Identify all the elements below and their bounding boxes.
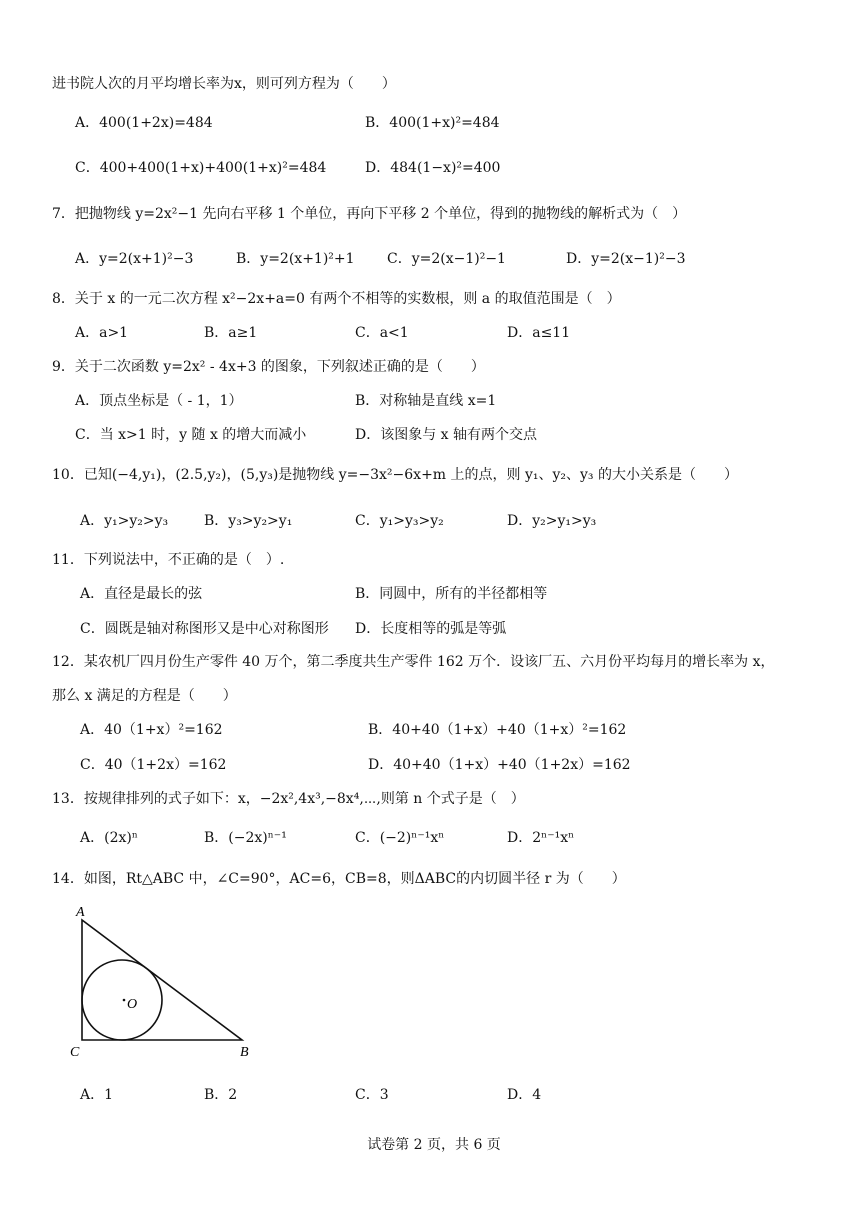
triangle-abc	[82, 920, 242, 1040]
q6-option-d: D．484(1−x)²=400	[365, 160, 501, 176]
q14-option-c: C．3	[355, 1087, 389, 1103]
q10-stem: 10．已知(−4,y₁)，(2.5,y₂)，(5,y₃)是抛物线 y=−3x²−6x+m 上的点，则 y₁、y₂、y₃ 的大小关系是（ ）	[52, 467, 738, 483]
q12-stem-line1: 12．某农机厂四月份生产零件 40 万个，第二季度共生产零件 162 万个．设该厂五、六月份平均每月的增长率为 x，	[52, 654, 775, 670]
q13-stem: 13．按规律排列的式子如下：x，−2x²,4x³,−8x⁴,⋯,则第 n 个式子是（ ）	[52, 791, 525, 807]
q8-option-a: A．a>1	[75, 325, 129, 341]
q10-option-d: D．y₂>y₁>y₃	[507, 513, 597, 529]
q9-option-c: C．当 x>1 时，y 随 x 的增大而减小	[75, 427, 307, 443]
q7-option-a: A．y=2(x+1)²−3	[75, 251, 194, 267]
label-c: C	[70, 1045, 80, 1060]
label-a: A	[76, 905, 85, 920]
q10-option-b: B．y₃>y₂>y₁	[204, 513, 293, 529]
q8-stem: 8．关于 x 的一元二次方程 x²−2x+a=0 有两个不相等的实数根，则 a 的取值范围是（ ）	[52, 291, 621, 307]
q8-option-b: B．a≥1	[204, 325, 258, 341]
q11-option-c: C．圆既是轴对称图形又是中心对称图形	[80, 621, 329, 637]
q8-option-c: C．a<1	[355, 325, 409, 341]
q11-option-b: B．同圆中，所有的半径都相等	[355, 586, 548, 602]
page-footer: 试卷第 2 页，共 6 页	[367, 1137, 501, 1153]
q6-option-a: A．400(1+2x)=484	[75, 115, 213, 131]
q6-option-b: B．400(1+x)²=484	[365, 115, 500, 131]
q9-option-d: D．该图象与 x 轴有两个交点	[355, 427, 538, 443]
q11-stem: 11．下列说法中，不正确的是（ ）.	[52, 552, 285, 568]
incircle	[82, 960, 162, 1040]
q9-stem: 9．关于二次函数 y=2x² - 4x+3 的图象，下列叙述正确的是（ ）	[52, 359, 485, 375]
q10-option-a: A．y₁>y₂>y₃	[80, 513, 169, 529]
q11-option-d: D．长度相等的弧是等弧	[355, 621, 507, 637]
q9-option-b: B．对称轴是直线 x=1	[355, 393, 497, 409]
q12-stem-line2: 那么 x 满足的方程是（ ）	[52, 688, 237, 704]
q8-option-d: D．a≤11	[507, 325, 571, 341]
q7-option-b: B．y=2(x+1)²+1	[236, 251, 355, 267]
q13-option-b: B．(−2x)ⁿ⁻¹	[204, 830, 287, 846]
label-o: O	[127, 997, 138, 1012]
q7-stem: 7．把抛物线 y=2x²−1 先向右平移 1 个单位，再向下平移 2 个单位，得到的抛物线的解析式为（ ）	[52, 206, 687, 222]
q13-option-a: A．(2x)ⁿ	[80, 830, 138, 846]
label-b: B	[240, 1045, 249, 1060]
q10-option-c: C．y₁>y₃>y₂	[355, 513, 444, 529]
q6-stem: 进书院人次的月平均增长率为x，则可列方程为（ ）	[52, 76, 396, 92]
q14-option-b: B．2	[204, 1087, 238, 1103]
center-o-dot	[123, 999, 126, 1002]
q12-option-d: D．40+40（1+x）+40（1+2x）=162	[368, 757, 631, 773]
q12-option-b: B．40+40（1+x）+40（1+x）²=162	[368, 722, 627, 738]
q14-stem: 14．如图，Rt△ABC 中，∠C=90°，AC=6，CB=8，则ΔABC的内切圆半径 r 为（ ）	[52, 871, 626, 887]
q14-option-d: D．4	[507, 1087, 542, 1103]
q12-option-a: A．40（1+x）²=162	[80, 722, 223, 738]
q11-option-a: A．直径是最长的弦	[80, 586, 203, 602]
q6-option-c: C．400+400(1+x)+400(1+x)²=484	[75, 160, 327, 176]
q14-option-a: A．1	[80, 1087, 114, 1103]
q9-option-a: A．顶点坐标是（ - 1，1）	[75, 393, 243, 409]
q13-option-c: C．(−2)ⁿ⁻¹xⁿ	[355, 830, 445, 846]
q13-option-d: D．2ⁿ⁻¹xⁿ	[507, 830, 575, 846]
q7-option-d: D．y=2(x−1)²−3	[566, 251, 686, 267]
q14-triangle-figure	[60, 900, 280, 1065]
q12-option-c: C．40（1+2x）=162	[80, 757, 227, 773]
q7-option-c: C．y=2(x−1)²−1	[387, 251, 506, 267]
